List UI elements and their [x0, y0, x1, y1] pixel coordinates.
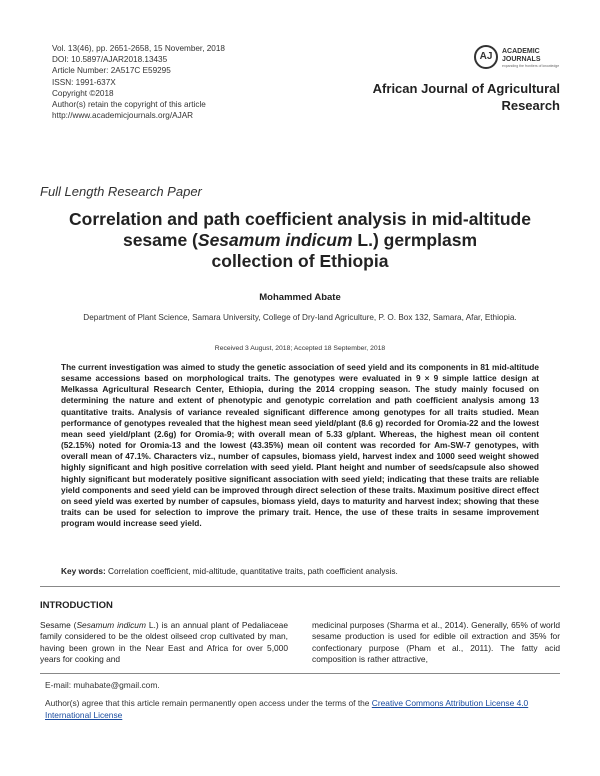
received-dates: Received 3 August, 2018; Accepted 18 September, 2018: [214, 345, 386, 352]
title-line1: Correlation and path coefficient analysis in mid-altitude: [69, 209, 531, 229]
title-line2-post: L.) germplasm: [352, 230, 478, 250]
title-line2-pre: sesame (: [122, 230, 198, 250]
journal-name: [350, 80, 560, 114]
abstract: The current investigation was aimed to study the genetic association of seed yield and its components in 81 mid-altitude sesame accessions based on morphological traits. The genotypes were evaluated in 9 × 9 simple lattice design at Melkassa Agricultural Research Center, Ethiopia, during the 2014 cropping season. The study mainly focused on determining the nature and extent of phenotypic and genotypic correlation and path coefficient analysis among 13 quantitative traits. Analysis of variance revealed significant difference among genotypes for all traits studied. Mean performance of genotypes revealed that the highest mean seed yield/plant (8.6 g) recorded for Oromia-22 and the lowest mean seed yield/plant (2.6g) for Oromia-9; with overall mean of 5.33 g/plant. Whereas, the highest mean oil content (52.15%) noted for Oromia-13 and the lowest (43.35%) mean oil content was recorded for Am-SW-7 genotypes, with overall mean of 47.1%. Characters viz., number of capsules, biomass yield, harvest index and 1000 seed weight showed highly significant and high positive correlation with seed yield. Plant height and number of seeds/capsule also showed highly significant but moderately positive significant association with seed yield; indicating that these traits are reliable yield components and seed yield can be improved through direct selection of these traits. Maximum positive direct effect on seed yield was exerted by number of capsules, biomass yield, days to maturity and harvest index; showing that these traits can be used for selection to improve the primary trait. Hence, the use of these traits in sesame improvement program would increase seed yield.: [61, 362, 539, 529]
logo-line2: JOURNALS: [502, 56, 541, 63]
doi: DOI: 10.5897/AJAR2018.13435: [52, 55, 168, 65]
keywords: [61, 566, 539, 576]
introduction-heading: INTRODUCTION: [40, 600, 113, 611]
footer-divider: [40, 673, 560, 674]
volume-info: Vol. 13(46), pp. 2651-2658, 15 November, 2018: [52, 44, 225, 53]
issn: ISSN: 1991-637X: [52, 77, 116, 87]
license-link[interactable]: Creative Commons Attribution License 4.0 International License: [45, 698, 529, 720]
author-name: Mohammed Abate: [259, 292, 341, 303]
logo-line1: ACADEMIC: [502, 48, 540, 55]
intro-left-post: L.) is an annual plant of Pedaliaceae family considered to be the oldest oilseed crop cultivated by man, having been grown in the Near East and Africa for over 5,000 years for cooking and: [40, 620, 289, 664]
author-affiliation: Department of Plant Science, Samara University, College of Dry-land Agriculture, P. O. Box 132, Samara, Afar, Ethiopia.: [83, 313, 517, 322]
intro-species-name: Sesamum indicum: [76, 620, 146, 630]
paper-type: Full Length Research Paper: [40, 184, 202, 199]
license-text: Author(s) agree that this article remain permanently open access under the terms of the: [45, 698, 372, 708]
intro-left-pre: Sesame (: [40, 620, 77, 630]
corresponding-email: E-mail: muhabate@gmail.com.: [45, 680, 160, 690]
logo-tagline: expanding the frontiers of knowledge: [502, 64, 560, 68]
journal-name-line1: African Journal of Agricultural: [372, 81, 560, 96]
keywords-divider: [40, 586, 560, 587]
introduction-left-column: [40, 620, 288, 665]
introduction-right-column: medicinal purposes (Sharma et al., 2014). Generally, 65% of world sesame production is used for edible oil extraction and 35% for confectionary purpose (Pham et al., 2011). The fatty acid composition is rather attractive,: [312, 620, 560, 664]
license-statement: [45, 698, 565, 721]
keywords-label: Key words:: [61, 566, 106, 576]
title-line3: collection of Ethiopia: [211, 251, 389, 271]
logo-wordmark: [502, 48, 541, 64]
title-species-name: Sesamum indicum: [197, 230, 353, 250]
academic-journals-logo: [474, 45, 564, 75]
article-number: Article Number: 2A517C E59295: [52, 66, 171, 76]
article-metadata: [52, 43, 225, 121]
keywords-text: Correlation coefficient, mid-altitude, quantitative traits, path coefficient analysis.: [105, 566, 398, 576]
title-line2: [40, 230, 560, 251]
journal-url: http://www.academicjournals.org/AJAR: [52, 111, 194, 121]
copyright: Copyright ©2018: [52, 88, 114, 98]
rights-statement: Author(s) retain the copyright of this article: [52, 100, 206, 110]
journal-name-line2: Research: [501, 98, 560, 113]
aj-logo-icon: AJ: [474, 45, 498, 69]
paper-title: [40, 209, 560, 272]
